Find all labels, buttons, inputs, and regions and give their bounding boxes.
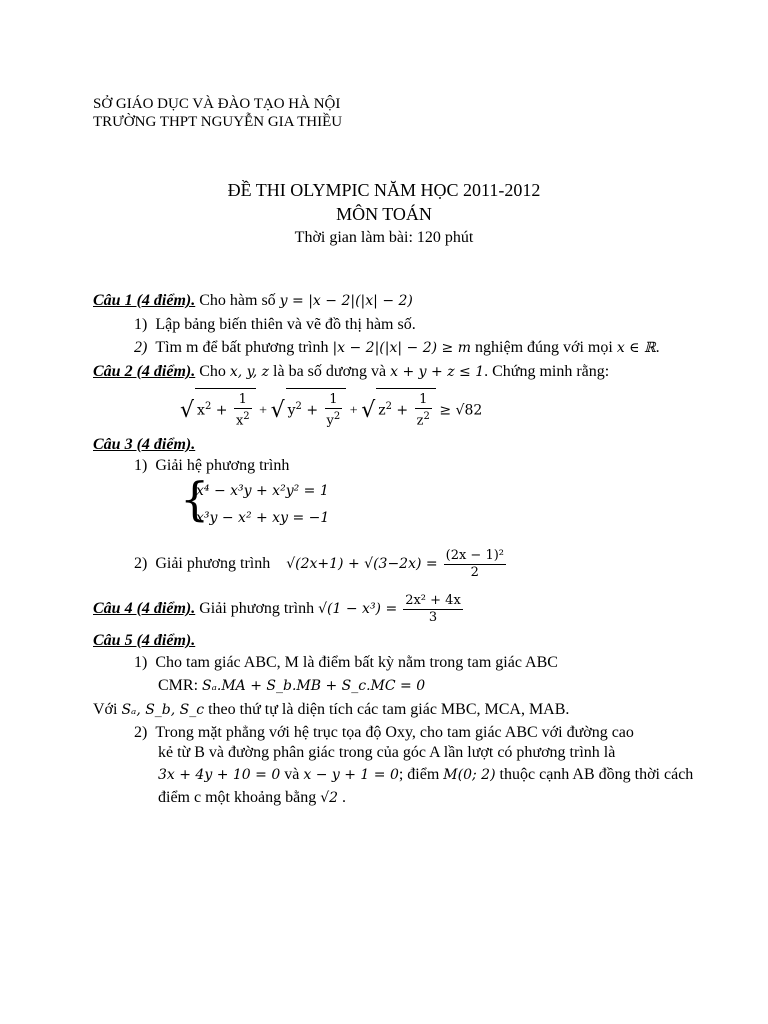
question-2-text: Cho: [195, 363, 230, 380]
item-number: 2): [134, 339, 148, 356]
item-number: 1): [134, 654, 148, 671]
sqrt-term-z: √ $z^2$ + $\frac{1}{z^2}$: [361, 403, 436, 419]
question-5-cmr: [158, 676, 425, 696]
equation-rhs-fraction: [403, 593, 463, 626]
question-4-text: Giải phương trình: [195, 600, 319, 617]
sqrt-term-x: √ $x^2$ + $\frac{1}{x^2}$: [180, 403, 256, 419]
question-5: [93, 631, 195, 651]
point-m: M(0; 2): [443, 767, 496, 783]
bisector-equation: x − y + 1 = 0: [303, 767, 399, 783]
conjunction: và: [280, 766, 304, 783]
period: .: [655, 339, 660, 356]
point-text-cont: thuộc cạnh AB đồng thời cách: [495, 766, 694, 783]
domain-formula: x ∈ ℝ: [616, 340, 656, 356]
inequality-formula: |x − 2|(|x| − 2) ≥ m: [332, 340, 472, 356]
question-4: [93, 592, 465, 626]
question-1-label: Câu 1 (4 điểm).: [93, 292, 196, 309]
fraction-numerator: (2x − 1)²: [445, 547, 505, 563]
question-3: [93, 435, 195, 455]
question-4-label: Câu 4 (4 điểm).: [93, 600, 196, 617]
point-text: ; điểm: [398, 766, 444, 783]
question-2-label: Câu 2 (4 điểm).: [93, 363, 196, 380]
equation-rhs-fraction: [444, 548, 506, 581]
question-5-item-1: [134, 653, 558, 673]
item-text: Tìm m để bất phương trình: [155, 339, 333, 356]
system-brace: {: [180, 472, 210, 526]
question-1-text: Cho hàm số: [195, 292, 280, 309]
fraction-numerator: 2x² + 4x: [405, 592, 461, 608]
distance-text: điểm c một khoảng bằng: [158, 789, 321, 806]
period: .: [338, 789, 347, 806]
item-number: 2): [134, 555, 148, 572]
note-text-cont: theo thứ tự là diện tích các tam giác MBC, MCA, MAB.: [204, 701, 570, 718]
inequality-rhs: ≥ √82: [439, 402, 483, 419]
question-1: [93, 291, 413, 311]
inequality-display: √ $x^2$ + $\frac{1}{x^2}$ + √ $y^2$ + $\frac{1}{y^2}$ + √ $z^2$ + $\frac{1}{z^2}$ ≥ √82: [180, 388, 482, 430]
altitude-equation: 3x + 4y + 10 = 0: [158, 767, 281, 783]
vector-identity: Sₐ.MA + S_b.MB + S_c.MC = 0: [202, 678, 426, 694]
item-text: Giải phương trình: [155, 555, 271, 572]
department-name: SỞ GIÁO DỤC VÀ ĐÀO TẠO HÀ NỘI: [93, 96, 341, 112]
item-number: 1): [134, 457, 148, 474]
question-5-item-2-line-2: kẻ từ B và đường phân giác trong của góc A lần lượt có phương trình là: [158, 744, 616, 761]
question-5-item-2-line-3: [158, 765, 693, 785]
item-text: Lập bảng biến thiên và vẽ đồ thị hàm số.: [155, 316, 416, 333]
item-text: Giải hệ phương trình: [155, 457, 290, 474]
distance-value: √2: [320, 790, 339, 806]
item-number: 1): [134, 316, 148, 333]
fraction-denominator: 2: [470, 564, 479, 580]
equation-lhs: √(1 − x³) =: [318, 601, 398, 617]
equation-lhs: √(2x+1) + √(3−2x) =: [286, 556, 438, 572]
question-5-item-2: [134, 723, 634, 743]
note-text: Với: [93, 701, 122, 718]
system-equation-2: x³y − x² + xy = −1: [196, 510, 330, 526]
question-2-text-end: . Chứng minh rằng:: [484, 363, 610, 380]
item-text-cont: nghiệm đúng với mọi: [471, 339, 617, 356]
cmr-label: CMR:: [158, 677, 203, 694]
question-1-formula: y = |x − 2|(|x| − 2): [279, 293, 413, 309]
area-symbols: Sₐ, S_b, S_c: [121, 702, 205, 718]
fraction-denominator: 3: [428, 609, 438, 625]
item-text-line-1: Trong mặt phẳng với hệ trục tọa độ Oxy, cho tam giác ABC với đường cao: [155, 724, 634, 741]
exam-title: ĐỀ THI OLYMPIC NĂM HỌC 2011-2012: [227, 180, 541, 200]
condition-formula: x + y + z ≤ 1: [390, 364, 485, 380]
question-5-label: Câu 5 (4 điểm).: [93, 632, 196, 649]
subject-title: MÔN TOÁN: [336, 204, 432, 224]
question-3-label: Câu 3 (4 điểm).: [93, 436, 196, 453]
variables: x, y, z: [229, 364, 270, 380]
sqrt-term-y: √ $y^2$ + $\frac{1}{y^2}$: [271, 403, 347, 419]
item-text: Cho tam giác ABC, M là điểm bất kỳ nằm trong tam giác ABC: [155, 654, 558, 671]
school-name: TRƯỜNG THPT NGUYỄN GIA THIỀU: [93, 114, 343, 130]
question-5-note: [93, 700, 569, 720]
system-equation-1: x⁴ − x³y + x²y² = 1: [196, 483, 329, 499]
time-limit: Thời gian làm bài: 120 phút: [294, 229, 474, 246]
question-3-item-2: [134, 547, 508, 581]
question-1-item-2: [134, 338, 660, 358]
question-2: [93, 362, 609, 382]
question-5-item-2-line-4: [158, 788, 346, 808]
question-2-text-cont: là ba số dương và: [269, 363, 391, 380]
question-3-item-1: [134, 456, 289, 476]
item-number: 2): [134, 724, 148, 741]
question-1-item-1: [134, 315, 416, 335]
